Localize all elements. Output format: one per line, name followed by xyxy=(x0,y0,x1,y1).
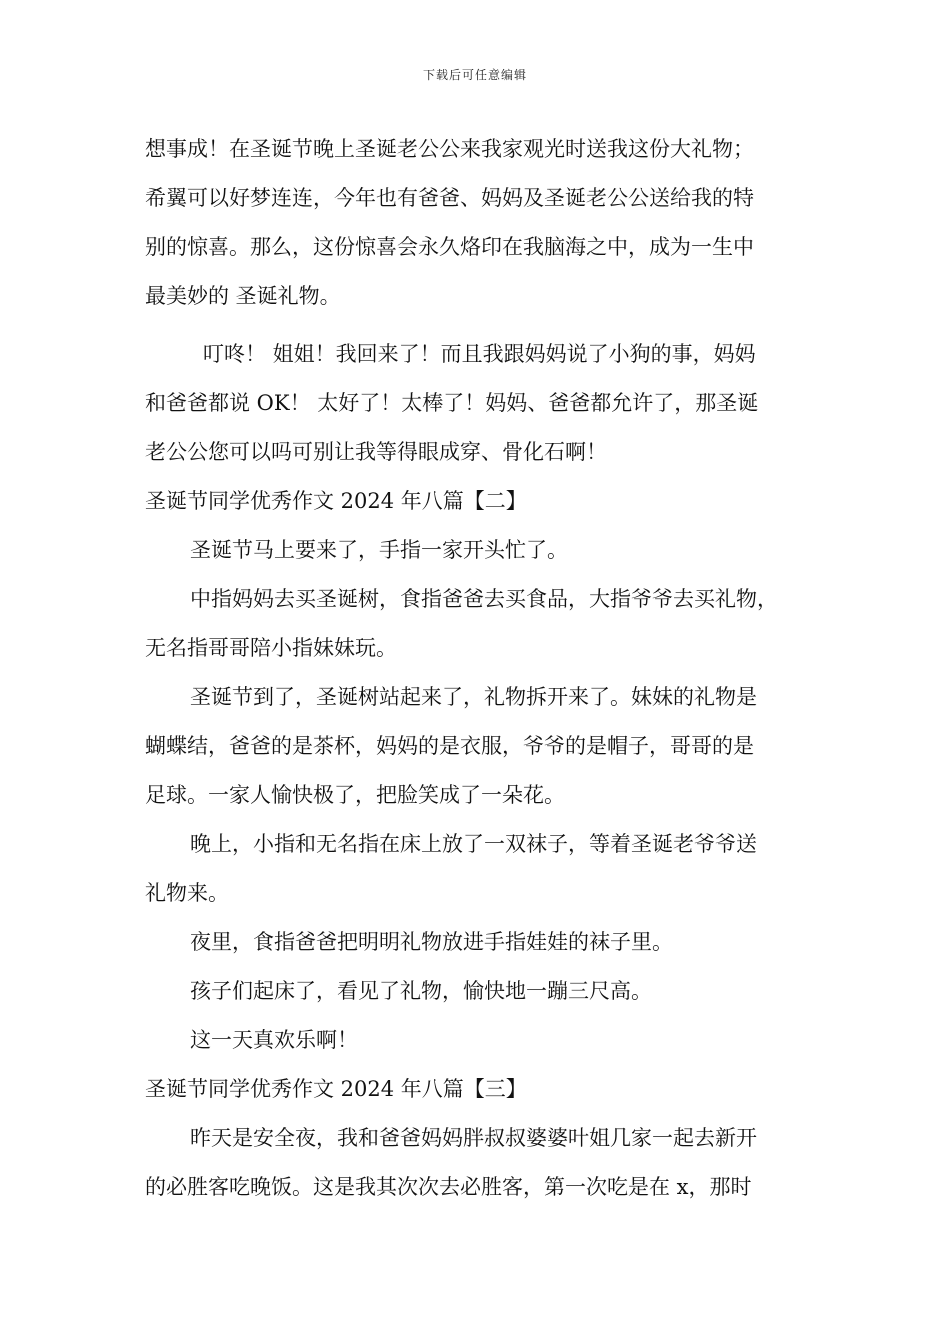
text-line: 想事成！在圣诞节晚上圣诞老公公来我家观光时送我这份大礼物； xyxy=(145,137,754,161)
page-header-note: 下载后可任意编辑 xyxy=(422,68,527,82)
text-line: 昨天是安全夜，我和爸爸妈妈胖叔叔婆婆叶姐几家一起去新开 xyxy=(190,1126,757,1150)
text-line: 这一天真欢乐啊！ xyxy=(190,1028,358,1052)
text-line: 无名指哥哥陪小指妹妹玩。 xyxy=(145,636,397,660)
text-line: 圣诞节到了，圣诞树站起来了，礼物拆开来了。妹妹的礼物是 xyxy=(190,685,757,709)
text-line: 别的惊喜。那么，这份惊喜会永久烙印在我脑海之中，成为一生中 xyxy=(145,235,754,259)
text-line: 礼物来。 xyxy=(145,881,229,905)
text-line: 蝴蝶结，爸爸的是茶杯，妈妈的是衣服，爷爷的是帽子，哥哥的是 xyxy=(145,734,754,758)
text-line: 孩子们起床了，看见了礼物，愉快地一蹦三尺高。 xyxy=(190,979,652,1003)
text-line: 的必胜客吃晚饭。这是我其次次去必胜客，第一次吃是在 x，那时 xyxy=(145,1175,752,1199)
text-line: 叮咚！ 姐姐！我回来了！而且我跟妈妈说了小狗的事，妈妈 xyxy=(203,342,756,366)
text-line: 晚上，小指和无名指在床上放了一双袜子，等着圣诞老爷爷送 xyxy=(190,832,757,856)
text-line: 中指妈妈去买圣诞树，食指爸爸去买食品，大指爷爷去买礼物， xyxy=(190,587,778,611)
text-line: 和爸爸都说 OK！ 太好了！太棒了！妈妈、爸爸都允许了，那圣诞 xyxy=(145,391,759,415)
text-line: 老公公您可以吗可别让我等得眼成穿、骨化石啊！ xyxy=(145,440,607,464)
text-line: 最美妙的 圣诞礼物。 xyxy=(145,284,341,308)
document-body xyxy=(145,125,815,1212)
text-line: 希翼可以好梦连连，今年也有爸爸、妈妈及圣诞老公公送给我的特 xyxy=(145,186,754,210)
text-line: 圣诞节马上要来了，手指一家开头忙了。 xyxy=(190,538,568,562)
text-line: 夜里，食指爸爸把明明礼物放进手指娃娃的袜子里。 xyxy=(190,930,673,954)
text-line: 足球。一家人愉快极了，把脸笑成了一朵花。 xyxy=(145,783,565,807)
section-heading: 圣诞节同学优秀作文 2024 年八篇【三】 xyxy=(145,1077,527,1101)
section-heading: 圣诞节同学优秀作文 2024 年八篇【二】 xyxy=(145,489,527,513)
